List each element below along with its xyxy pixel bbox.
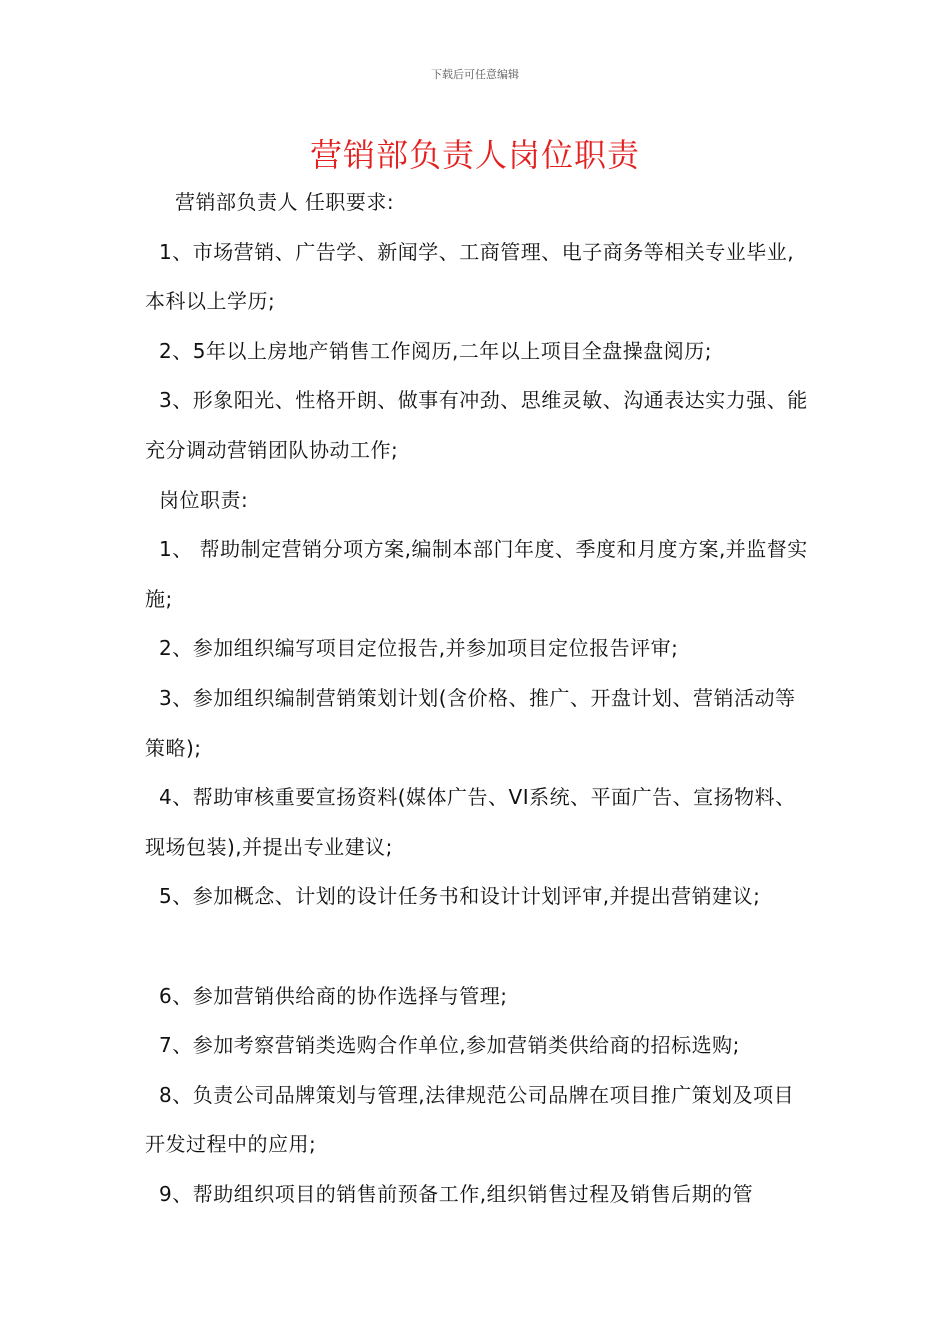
document-body [145, 178, 813, 1219]
duty-item-8: 8、负责公司品牌策划与管理,法律规范公司品牌在项目推广策划及项目开发过程中的应用; [145, 1082, 795, 1157]
duty-item-7: 7、参加考察营销类选购合作单位,参加营销类供给商的招标选购; [159, 1033, 740, 1058]
paragraph-spacer [145, 922, 813, 972]
requirement-item-1: 1、市场营销、广告学、新闻学、工商管理、电子商务等相关专业毕业,本科以上学历; [145, 239, 795, 314]
duty-item-1: 1、 帮助制定营销分项方案,编制本部门年度、季度和月度方案,并监督实施; [145, 537, 808, 611]
requirement-item-2: 2、5年以上房地产销售工作阅历,二年以上项目全盘操盘阅历; [159, 338, 713, 363]
duty-item-9: 9、帮助组织项目的销售前预备工作,组织销售过程及销售后期的管 [159, 1181, 754, 1206]
duty-item-2: 2、参加组织编写项目定位报告,并参加项目定位报告评审; [159, 636, 679, 661]
duty-item-4: 4、帮助审核重要宣扬资料(媒体广告、VI系统、平面广告、宣扬物料、现场包装),并提出专业建议; [145, 785, 796, 859]
duties-heading: 岗位职责: [159, 487, 249, 512]
document-title: 营销部负责人岗位职责 [309, 136, 640, 174]
duty-item-5: 5、参加概念、计划的设计任务书和设计计划评审,并提出营销建议; [159, 884, 761, 909]
header-note: 下载后可任意编辑 [431, 68, 519, 81]
duty-item-6: 6、参加营销供给商的协作选择与管理; [159, 983, 508, 1008]
duty-item-3: 3、参加组织编制营销策划计划(含价格、推广、开盘计划、营销活动等策略); [145, 685, 796, 760]
requirement-item-3: 3、形象阳光、性格开朗、做事有冲劲、思维灵敏、沟通表达实力强、能充分调动营销团队协动工作; [145, 388, 808, 462]
requirements-heading: 营销部负责人 任职要求: [175, 190, 395, 214]
